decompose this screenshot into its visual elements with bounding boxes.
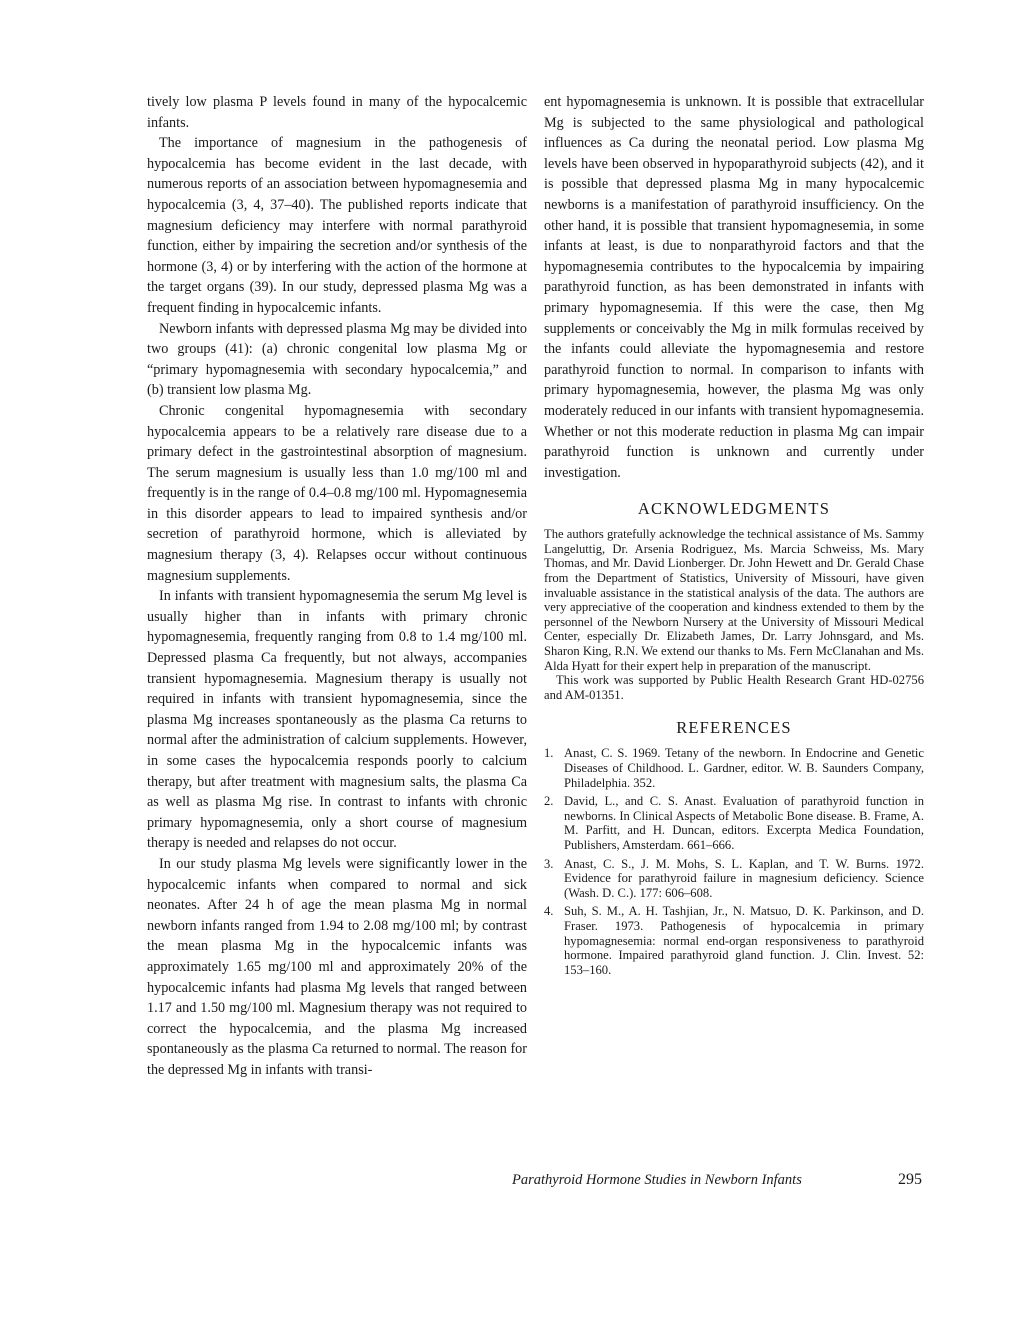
paragraph: tively low plasma P levels found in many of the hypocalcemic infants. [147,94,527,131]
left-column [147,92,527,1081]
paragraph: In our study plasma Mg levels were significantly lower in the hypocalcemic infants when compared to normal and sick neonates. After 24 h of age the mean plasma Mg in normal newborn infants ranged from 1.94 to 2.08 mg/100 ml; by contrast the mean plasma Mg in the hypocalcemic infants was approximately 1.65 mg/100 ml and approximately 20% of the hypocalcemic infants had plasma Mg levels that ranged between 1.17 and 1.50 mg/100 ml. Magnesium therapy was not required to correct the hypocalcemia, and the plasma Mg increased spontaneously as the plasma Ca returned to normal. The reason for the depressed Mg in infants with transi- [147,855,527,1078]
paragraph: Chronic congenital hypomagnesemia with secondary hypocalcemia appears to be a relatively rare disease due to a primary defect in the gastrointestinal absorption of magnesium. The serum magnesium is usually less than 1.0 mg/100 ml and frequently is in the range of 0.4–0.8 mg/100 ml. Hypomagnesemia in this disorder appears to lead to impaired synthesis and/or secretion of parathyroid hormone, which is alleviated by magnesium therapy (3, 4). Relapses occur without continuous magnesium supplements. [147,402,527,584]
acknowledgments-heading: ACKNOWLEDGMENTS [637,499,831,519]
reference-item [544,857,924,901]
reference-number: 4. [544,904,554,919]
paragraph: Newborn infants with depressed plasma Mg may be divided into two groups (41): (a) chronic congenital low plasma Mg or “primary hypomagnesemia with secondary hypocalcemia,” and (b) transient low plasma Mg. [147,320,527,399]
paragraph: ent hypomagnesemia is unknown. It is possible that extracellular Mg is subjected to the same physiological and pathological influences as Ca during the neonatal period. Low plasma Mg levels have been observed in hypoparathyroid subjects (42), and it is possible that depressed plasma Mg in many hypocalcemic newborns is a manifestation of parathyroid insufficiency. On the other hand, it is possible that transient hypomagnesemia, in some infants at least, is due to nonparathyroid factors and that the hypomagnesemia contributes to the hypocalcemia by impairing parathyroid function, as has been demonstrated in infants with primary hypomagnesemia. If this were the case, then Mg supplements or conceivably the Mg in milk formulas received by the infants could alleviate the hypomagnesemia and restore parathyroid function to normal. In comparison to infants with primary hypomagnesemia, however, the plasma Mg was only moderately reduced in our infants with transient hypomagnesemia. Whether or not this moderate reduction in plasma Mg can impair parathyroid function is unknown and currently under investigation. [544,94,924,481]
reference-item [544,794,924,852]
acknowledgments-section [544,527,924,702]
reference-list [544,746,924,977]
reference-text: Anast, C. S. 1969. Tetany of the newborn. In Endocrine and Genetic Diseases of Childhood. L. Gardner, editor. W. B. Saunders Company, Philadelphia. 352. [564,746,924,790]
reference-item [544,904,924,977]
paragraph: In infants with transient hypomagnesemia the serum Mg level is usually higher than in infants with primary chronic hypomagnesemia, frequently ranging from 0.8 to 1.4 mg/100 ml. Depressed plasma Ca frequently, but not always, accompanies transient hypomagnesemia. Magnesium therapy is usually not required in infants with transient hypomagnesemia, since the plasma Mg increases spontaneously as the plasma Ca returns to normal after the administration of calcium supplements. However, in some cases the hypocalcemia responds poorly to calcium therapy, but after treatment with magnesium salts, the plasma Ca as well as plasma Mg rise. In contrast to infants with chronic primary hypomagnesemia, only a short course of magnesium therapy is needed and relapses do not occur. [147,588,527,852]
paragraph: The importance of magnesium in the pathogenesis of hypocalcemia has become evident in the last decade, with numerous reports of an association between hypomagnesemia and hypocalcemia (3, 4, 37–40). The published reports indicate that magnesium deficiency may interfere with normal parathyroid function, either by impairing the secretion and/or synthesis of the hormone (3, 4) or by interfering with the action of the hormone at the target organs (39). In our study, depressed plasma Mg was a frequent finding in hypocalcemic infants. [147,135,527,316]
reference-number: 3. [544,856,554,871]
references-heading: REFERENCES [676,718,792,738]
reference-text: Suh, S. M., A. H. Tashjian, Jr., N. Matsuo, D. K. Parkinson, and D. Fraser. 1973. Pathogenesis of hypocalcemia in primary hypomagnesemia: normal end-organ responsiveness to parathyroid hormone. Impaired parathyroid gland function. J. Clin. Invest. 52: 153–160. [564,904,924,977]
acknowledgments-paragraph: The authors gratefully acknowledge the technical assistance of Ms. Sammy Langeluttig, Dr. Arsenia Rodriguez, Ms. Marcia Schweiss, Ms. Mary Thomas, and Mr. David Lionberger. Dr. John Hewett and Dr. Gerald Chase from the Department of Statistics, University of Missouri, have given invaluable assistance in the statistical analysis of the data. The authors are very appreciative of the cooperation and kindness extended to them by the personnel of the Newborn Nursery at the University of Missouri Medical Center, especially Dr. Elizabeth James, Dr. Larry Johnsgard, and Ms. Sharon King, R.N. We extend our thanks to Ms. Fern McClanahan and Ms. Alda Hyatt for their expert help in preparation of the manuscript. [544,527,924,673]
running-title: Parathyroid Hormone Studies in Newborn Infants [512,1172,802,1188]
reference-text: David, L., and C. S. Anast. Evaluation of parathyroid function in newborns. In Clinical Aspects of Metabolic Bone disease. B. Frame, A. M. Parfitt, and H. Duncan, editors. Excerpta Medica Foundation, Publishers, Amsterdam. 661–666. [564,794,924,852]
page-number: 295 [898,1171,922,1188]
reference-item [544,746,924,790]
right-column [544,92,924,981]
reference-number: 2. [544,794,554,809]
acknowledgments-paragraph: This work was supported by Public Health Research Grant HD-02756 and AM-01351. [544,673,924,702]
reference-text: Anast, C. S., J. M. Mohs, S. L. Kaplan, and T. W. Burns. 1972. Evidence for parathyroid failure in magnesium deficiency. Science (Wash. D. C.). 177: 606–608. [564,856,924,900]
reference-number: 1. [544,746,554,761]
